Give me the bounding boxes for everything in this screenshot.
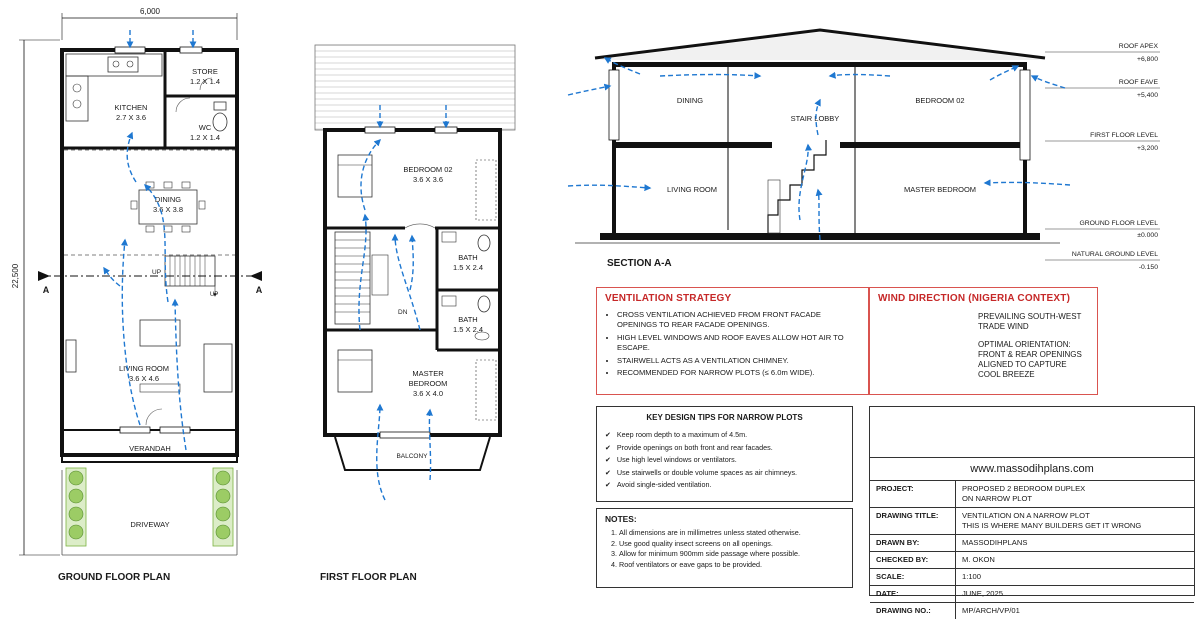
date-row (870, 586, 1194, 603)
kitchen-label: KITCHEN (114, 103, 148, 112)
master-label-1: MASTER (412, 369, 444, 378)
project-row (870, 481, 1194, 508)
section-title: SECTION A-A (607, 258, 672, 269)
ff-title: FIRST FLOOR PLAN (320, 572, 417, 583)
section-marker-right: A (255, 285, 263, 295)
kitchen-sink (108, 57, 138, 72)
level-roof-eave-value: +5,400 (1137, 92, 1158, 99)
notes-list (597, 528, 852, 570)
gf-airflow (104, 30, 193, 450)
design-tip-item: ✔ Use stairwells or double volume spaces as air chimneys. (605, 467, 852, 480)
bath2-size: 1.5 X 2.4 (452, 325, 484, 334)
bath1-label: BATH (458, 253, 478, 262)
gf-title: GROUND FLOOR PLAN (58, 572, 171, 583)
title-block (869, 406, 1195, 615)
note-item: 3. Allow for minimum 900mm side passage where possible. (619, 549, 852, 560)
level-natural-ground-name: NATURAL GROUND LEVEL (1071, 251, 1158, 258)
bed02-label: BEDROOM 02 (403, 165, 453, 174)
wind-line-5: ALIGNED TO CAPTURE (978, 360, 1067, 369)
scale-row (870, 569, 1194, 586)
scale-key: SCALE: (870, 569, 956, 585)
drawing-title-value (956, 508, 1194, 534)
wc-size: 1.2 X 1.4 (189, 133, 221, 142)
checked-by-value: M. OKON (962, 555, 995, 564)
ventilation-strategy-panel (596, 287, 869, 395)
design-tip-item: ✔ Provide openings on both front and rear facades. (605, 442, 852, 455)
first-floor-plan (315, 45, 515, 583)
level-first-floor-name: FIRST FLOOR LEVEL (1090, 132, 1158, 139)
hob-icon (73, 84, 81, 92)
checked-by-key: CHECKED BY: (870, 552, 956, 568)
design-tip-item: ✔ Avoid single-sided ventilation. (605, 479, 852, 492)
dining-label: DINING (154, 195, 182, 204)
wind-description (978, 312, 1096, 380)
master-wardrobe (476, 360, 496, 420)
wind-direction-title: WIND DIRECTION (NIGERIA CONTEXT) (878, 293, 1071, 304)
note-item: 4. Roof ventilators or eave gaps to be provided. (619, 560, 852, 571)
gf-stair-up-label-2: UP (210, 292, 219, 298)
level-roof-apex-name: ROOF APEX (1118, 43, 1158, 50)
note-item: 2. Use good quality insect screens on all openings. (619, 539, 852, 550)
project-value (956, 481, 1194, 507)
drawn-by-key: DRAWN BY: (870, 535, 956, 551)
project-value-line-1: PROPOSED 2 BEDROOM DUPLEX (962, 484, 1086, 493)
checked-by-row (870, 552, 1194, 569)
drawing-title-row (870, 508, 1194, 535)
ventilation-strategy-list (605, 310, 860, 378)
project-value-line-2: ON NARROW PLOT (962, 494, 1033, 503)
width-dimension (62, 7, 237, 40)
date-key: DATE: (870, 586, 956, 602)
wind-line-2: TRADE WIND (978, 322, 1029, 331)
wc-label: WC (198, 123, 212, 132)
design-tip-item: ✔ Keep room depth to a maximum of 4.5m. (605, 429, 852, 442)
section-master-label: MASTER BEDROOM (903, 185, 977, 194)
section-a-a (568, 30, 1160, 271)
bed02-size: 3.6 X 3.6 (412, 175, 444, 184)
ventilation-item: • HIGH LEVEL WINDOWS AND ROOF EAVES ALLOW HOT AIR TO ESCAPE. (617, 333, 860, 354)
level-ground-floor-name: GROUND FLOOR LEVEL (1079, 220, 1158, 227)
ff-roof-outline (315, 45, 515, 130)
title-block-logo-area (870, 407, 1194, 458)
note-item: 1. All dimensions are in millimetres unless stated otherwise. (619, 528, 852, 539)
design-tip-item: ✔ Use high level windows or ventilators. (605, 454, 852, 467)
website-url[interactable]: www.massodihplans.com (870, 458, 1194, 481)
bath1-size: 1.5 X 2.4 (452, 263, 484, 272)
level-first-floor-value: +3,200 (1137, 145, 1158, 152)
kitchen-size: 2.7 X 3.6 (115, 113, 147, 122)
store-size: 1.2 X 1.4 (189, 77, 221, 86)
section-bed02-label: BEDROOM 02 (915, 96, 965, 105)
section-roof-slab (612, 62, 1027, 67)
project-key: PROJECT: (870, 481, 956, 507)
ground-floor-plan (11, 7, 263, 583)
drawing-title-line-2: THIS IS WHERE MANY BUILDERS GET IT WRONG (962, 521, 1142, 530)
level-ground-floor-value: ±0.000 (1137, 232, 1158, 239)
ventilation-strategy-title: VENTILATION STRATEGY (605, 293, 732, 304)
ventilation-item: • RECOMMENDED FOR NARROW PLOTS (≤ 6.0m WIDE). (617, 368, 860, 378)
section-living-label: LIVING ROOM (666, 185, 718, 194)
kitchen-side-counter (66, 76, 88, 121)
section-airflow (568, 58, 1070, 240)
drawing-no-value: MP/ARCH/VP/01 (962, 606, 1020, 615)
gf-stair-up-label: UP (152, 269, 162, 276)
living-room-label: LIVING ROOM (118, 364, 170, 373)
section-line-a (38, 271, 262, 281)
section-marker-left: A (42, 285, 50, 295)
level-roof-apex-value: +6,800 (1137, 56, 1158, 63)
bed02-wardrobe (476, 160, 496, 220)
drawing-no-row (870, 603, 1194, 619)
drawn-by-value: MASSODIHPLANS (962, 538, 1028, 547)
bath1-toilet-icon (478, 235, 490, 251)
notes-panel (596, 508, 853, 588)
verandah-label: VERANDAH (129, 444, 171, 453)
width-dimension-label: 6,000 (139, 7, 161, 16)
wc-toilet-icon (213, 113, 227, 131)
wind-line-1: PREVAILING SOUTH-WEST (978, 312, 1082, 321)
master-size: 3.6 X 4.0 (412, 389, 444, 398)
balcony-label: BALCONY (396, 453, 428, 460)
dining-size: 3.6 X 3.8 (152, 205, 184, 214)
depth-dimension-label: 22,500 (11, 263, 20, 289)
wind-line-3: OPTIMAL ORIENTATION: (978, 340, 1071, 349)
section-stair (768, 140, 826, 233)
bed02-bed (338, 155, 372, 197)
landscape-right (213, 468, 233, 546)
wind-direction-panel (869, 287, 1098, 395)
date-value: JUNE, 2025 (962, 589, 1003, 598)
gf-stair (165, 256, 215, 295)
section-first-floor-slab (840, 142, 1027, 148)
depth-dimension (11, 40, 60, 555)
ventilation-item: • CROSS VENTILATION ACHIEVED FROM FRONT FACADE OPENINGS TO REAR FACADE OPENINGS. (617, 310, 860, 331)
design-tips-title: KEY DESIGN TIPS FOR NARROW PLOTS (646, 413, 803, 422)
bath2-toilet-icon (478, 296, 490, 312)
level-natural-ground-value: -0.150 (1138, 264, 1158, 271)
living-room-size: 3.6 X 4.6 (128, 374, 160, 383)
scale-value: 1:100 (962, 572, 982, 581)
drawing-title-key: DRAWING TITLE: (870, 508, 956, 534)
landscape-left (66, 468, 86, 546)
store-label: STORE (192, 67, 218, 76)
master-bed (338, 350, 372, 392)
wind-line-4: FRONT & REAR OPENINGS (978, 350, 1082, 359)
bath2-label: BATH (458, 315, 478, 324)
section-dining-label: DINING (676, 96, 704, 105)
drawn-by-row (870, 535, 1194, 552)
level-roof-eave-name: ROOF EAVE (1118, 79, 1158, 86)
drawing-title-line-1: VENTILATION ON A NARROW PLOT (962, 511, 1090, 520)
section-stair-lobby-label: STAIR LOBBY (790, 114, 840, 123)
design-tips-panel (596, 406, 853, 502)
drawing-no-key: DRAWING NO.: (870, 603, 956, 619)
ventilation-item: • STAIRWELL ACTS AS A VENTILATION CHIMNEY. (617, 356, 860, 366)
ff-stair-dn-label: DN (398, 309, 408, 316)
driveway-label: DRIVEWAY (130, 520, 170, 529)
notes-title: NOTES: (605, 514, 637, 524)
design-tips-list (597, 429, 852, 492)
master-label-2: BEDROOM (408, 379, 448, 388)
wc-door-swing (176, 98, 190, 112)
wind-line-6: COOL BREEZE (978, 370, 1035, 379)
